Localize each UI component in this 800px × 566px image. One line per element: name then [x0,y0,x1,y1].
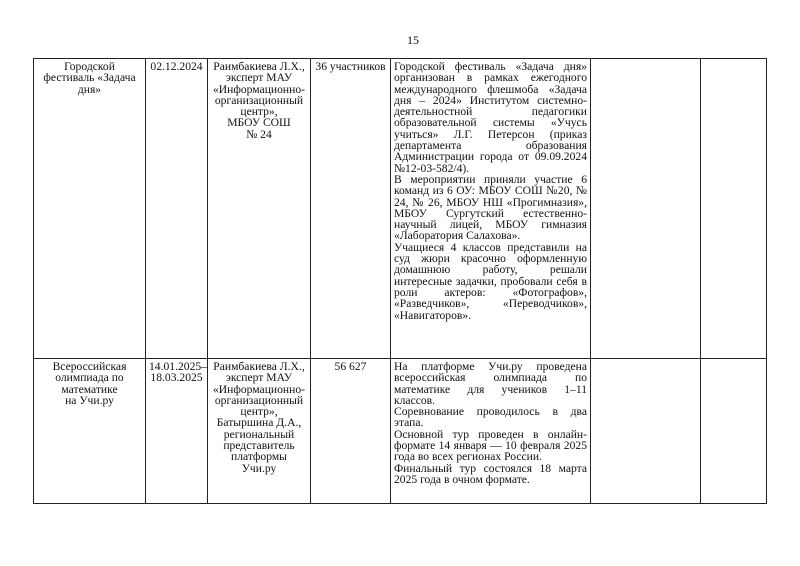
responsible-cell-line: платформы [231,450,287,464]
responsible-cell-line: Батыршина Д.А., [216,416,302,430]
description-line: МБОУ Сургутский естественно- [394,206,587,220]
description-cell [391,359,591,504]
description-line: На платформе Учи.ру проведена [394,360,587,373]
events-table [33,58,767,504]
description-line: «Навигаторов». [394,308,472,322]
description-line: «Разведчиков», «Переводчиков», [394,297,587,311]
responsible-cell-line: центр», [240,405,278,419]
description-line: интересные задачки, пробовали себя в [394,274,587,288]
description-line: научный лицей, МБОУ гимназия [394,218,587,232]
responsible-cell-line: эксперт МАУ [225,71,293,85]
event-name-cell-line: дня» [77,82,102,96]
event-name-cell-line: Всероссийская [52,360,127,373]
description-line: роли актеров: «Фотографов», [394,285,587,299]
responsible-cell-line: организационный [214,393,304,407]
description-line: домашнюю работу, решали [394,263,587,277]
empty-cell [591,359,701,504]
participants-cell [311,59,391,359]
description-cell [391,59,591,359]
description-line: №12-03-582/4). [394,161,470,175]
description-line: Соревнование проводилось в два [394,405,587,419]
event-name-cell-line: математике [61,382,118,396]
responsible-cell-line: Раимбакиева Л.Х., [213,60,305,73]
description-line: деятельностной педагогики [394,105,587,119]
description-line: В мероприятии приняли участие 6 [394,172,587,186]
responsible-cell [208,59,311,359]
responsible-cell-line: № 24 [246,127,272,141]
description-line: «Лаборатория Салахова». [394,229,521,243]
responsible-cell-line: центр», [240,105,278,119]
responsible-cell-line: Раимбакиева Л.Х., [213,360,305,373]
empty-cell [701,359,767,504]
description-paragraph [394,242,587,321]
responsible-cell-line: представитель [223,439,295,453]
description-line: команд из 6 ОУ: МБОУ СОШ №20, № [394,184,587,198]
responsible-cell-line: организационный [214,93,304,107]
description-line: дня – 2024» Институтом системно- [394,93,587,107]
responsible-cell-line: «Информационно- [213,382,305,396]
description-line: образовательной системы «Учусь [394,116,587,130]
description-line: учиться» Л.Г. Петерсон (приказ [394,127,587,141]
responsible-cell-line: региональный [223,427,295,441]
event-name-cell-line: фестиваль «Задача [43,71,136,85]
responsible-cell-line: «Информационно- [213,82,305,96]
participants-cell-line: 56 627 [334,360,367,373]
empty-cell [701,59,767,359]
event-date-cell-line: 18.03.2025 [150,371,203,385]
description-line: всероссийская олимпиада по [394,371,587,385]
participants-cell-line: 36 участников [315,60,386,73]
description-line: международного флешмоба «Задача [394,82,587,96]
event-date-cell [146,59,208,359]
description-line: года во всех регионах России. [394,450,542,464]
empty-cell [591,59,701,359]
description-paragraph [394,406,587,429]
description-paragraph [394,463,587,486]
event-name-cell-line: олимпиада по [55,371,124,385]
event-date-cell-line: 14.01.2025– [149,360,207,373]
description-line: Учащиеся 4 классов представили на [394,240,587,254]
event-date-cell [146,359,208,504]
event-name-cell-line: на Учи.ру [65,393,114,407]
description-line: классов. [394,393,436,407]
description-paragraph [394,174,587,242]
description-line: Финальный тур состоялся 18 марта [394,461,587,475]
description-paragraph [394,61,587,174]
description-line: Основной тур проведен в онлайн- [394,427,587,441]
event-date-cell-line: 02.12.2024 [150,60,203,73]
participants-cell [311,359,391,504]
responsible-cell-line: Учи.ру [241,461,277,475]
description-line: Городской фестиваль «Задача дня» [394,60,587,73]
event-name-cell [34,359,146,504]
page-number: 15 [407,33,419,47]
responsible-cell-line: эксперт МАУ [225,371,293,385]
description-line: департамента образования [394,139,587,153]
description-line: формате 14 января — 10 февраля 2025 [394,439,587,453]
description-line: организован в рамках ежегодного [394,71,587,85]
description-paragraph [394,429,587,463]
description-line: математике для учеников 1–11 [394,382,587,396]
description-line: 2025 года в очном формате. [394,472,530,486]
description-paragraph [394,361,587,406]
description-line: 24, № 26, МБОУ НШ «Прогимназия», [394,195,587,209]
responsible-cell [208,359,311,504]
responsible-cell-line: МБОУ СОШ [227,116,291,130]
description-line: суд жюри красочно оформленную [394,252,587,266]
description-line: Администрации города от 09.09.2024 [394,150,587,164]
table-row [34,359,767,504]
event-name-cell-line: Городской [64,60,115,73]
table-row [34,59,767,359]
description-line: этапа. [394,416,424,430]
event-name-cell [34,59,146,359]
